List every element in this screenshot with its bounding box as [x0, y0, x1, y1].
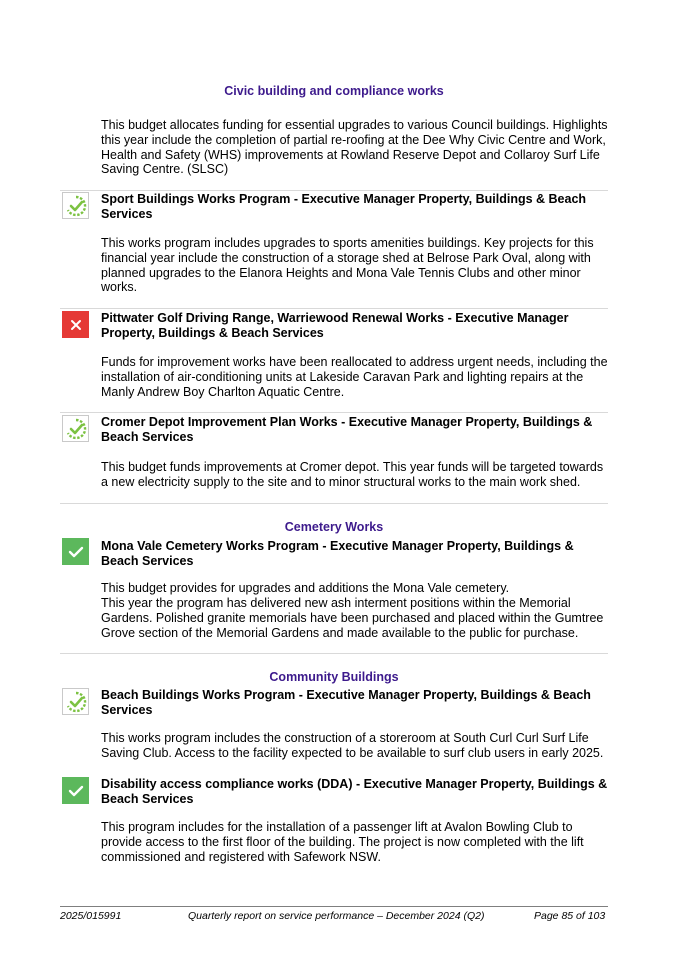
section-title: Community Buildings	[269, 670, 399, 684]
project-title: Cromer Depot Improvement Plan Works - Executive Manager Property, Buildings & Beach Services	[101, 415, 593, 444]
divider	[60, 653, 608, 654]
progress-check-icon	[62, 192, 89, 219]
project-description-line: This year the program has delivered new ash interment positions within the Memorial Gardens. Polished granite memorials have been purchased and placed within the Gumtree Grove section of the Memorial Gardens and made available to the public for purchase.	[101, 596, 604, 640]
check-icon	[62, 777, 89, 804]
project-description: This budget funds improvements at Cromer depot. This year funds will be targeted towards a new electricity supply to the site and to minor structural works to the main work shed.	[101, 460, 604, 489]
project-title: Sport Buildings Works Program - Executive Manager Property, Buildings & Beach Services	[101, 192, 587, 221]
project-description: This program includes for the installation of a passenger lift at Avalon Bowling Club to provide access to the first floor of the building. The project is now completed with the lift commissioned and registered with Safework NSW.	[101, 820, 584, 864]
footer-doc-number: 2025/015991	[60, 910, 122, 922]
section-title: Civic building and compliance works	[224, 84, 444, 98]
project-description: Funds for improvement works have been reallocated to address urgent needs, including the installation of air-conditioning units at Lakeside Caravan Park and lighting repairs at the Manly Andrew Boy Charlton Aquatic Centre.	[101, 355, 608, 399]
divider	[60, 308, 608, 309]
divider	[60, 190, 608, 191]
section-title: Cemetery Works	[284, 520, 384, 534]
footer-rule	[60, 906, 608, 907]
project-description: This works program includes upgrades to sports amenities buildings. Key projects for this financial year include the construction of a storage shed at Belrose Park Oval, along with planned upgrades to the Elanora Heights and Mona Vale Tennis Clubs and other minor works.	[101, 236, 594, 295]
check-icon	[62, 538, 89, 565]
project-title: Pittwater Golf Driving Range, Warriewood Renewal Works - Executive Manager Property, Buildings & Beach Services	[101, 311, 569, 340]
project-title: Disability access compliance works (DDA) - Executive Manager Property, Buildings & Beach Services	[101, 777, 608, 806]
progress-check-icon	[62, 688, 89, 715]
footer-page-number: Page 85 of 103	[534, 910, 606, 922]
project-title: Mona Vale Cemetery Works Program - Executive Manager Property, Buildings & Beach Services	[101, 539, 574, 568]
divider	[60, 503, 608, 504]
section-intro: This budget allocates funding for essential upgrades to various Council buildings. Highlights this year include the completion of partial re-roofing at the Dee Why Civic Centre and Work, Health and Safety (WHS) improvements at Rowland Reserve Depot and Collaroy Surf Life Saving Centre. (SLSC)	[101, 118, 608, 177]
progress-check-icon	[62, 415, 89, 442]
cross-icon	[62, 311, 89, 338]
project-description-line: This budget provides for upgrades and additions the Mona Vale cemetery.	[101, 581, 510, 595]
divider	[60, 412, 608, 413]
footer-report-title: Quarterly report on service performance – December 2024 (Q2)	[188, 910, 485, 922]
project-title: Beach Buildings Works Program - Executive Manager Property, Buildings & Beach Services	[101, 688, 591, 717]
project-description: This works program includes the construction of a storeroom at South Curl Curl Surf Life Saving Club. Access to the facility expected to be available to surf club users in early 2025.	[101, 731, 604, 760]
